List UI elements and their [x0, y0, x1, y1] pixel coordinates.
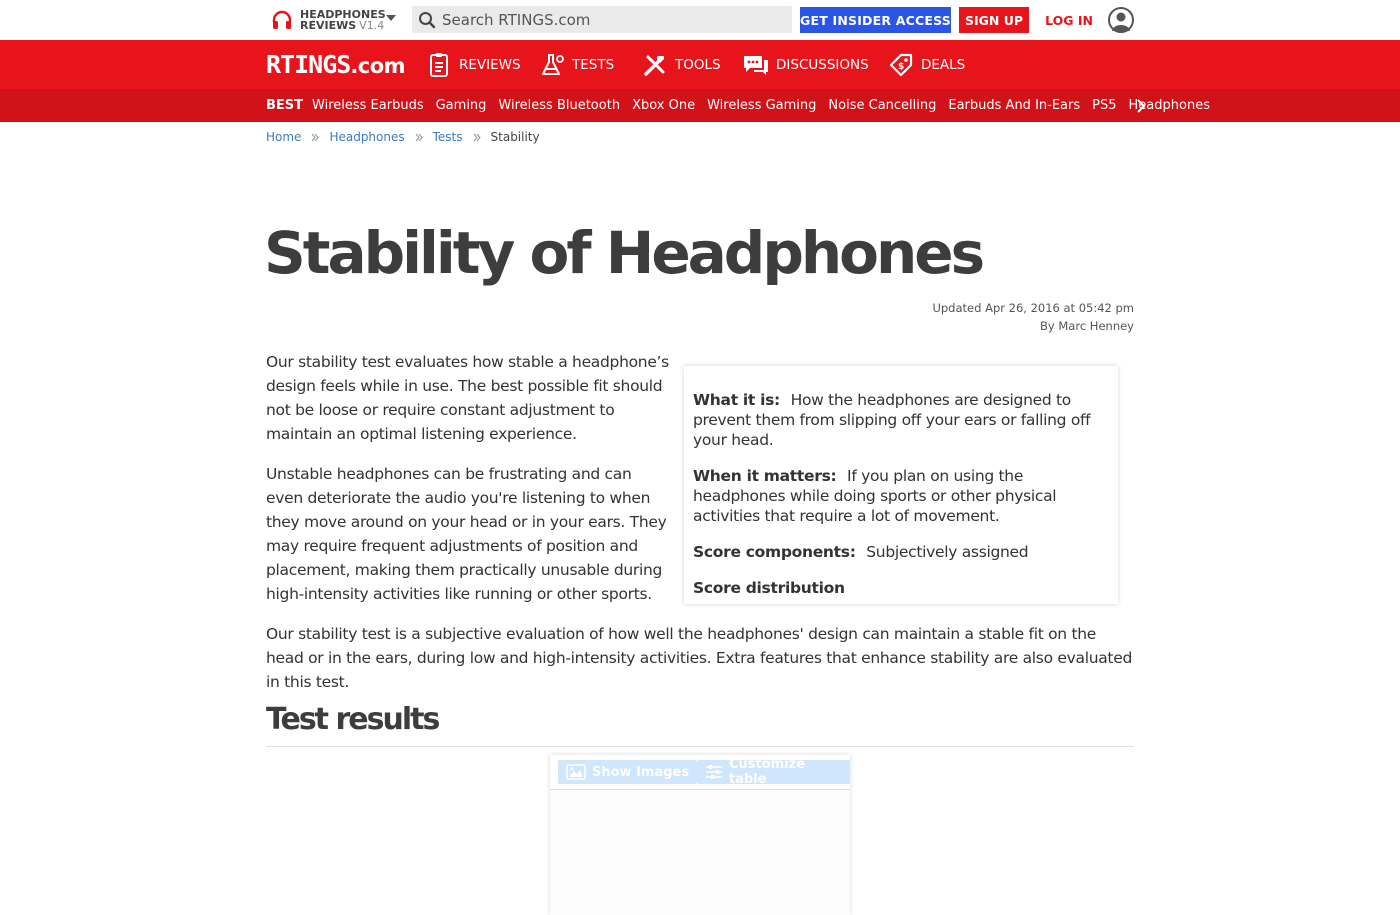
chevron-down-icon[interactable] — [386, 15, 396, 21]
product-name-line1: HEADPHONES — [300, 8, 386, 21]
product-selector[interactable] — [270, 6, 400, 34]
image-icon — [566, 764, 586, 780]
best-link-noise-cancelling[interactable]: Noise Cancelling — [828, 98, 937, 113]
get-insider-access-button[interactable]: GET INSIDER ACCESS — [800, 7, 951, 33]
nav-discussions-label: DISCUSSIONS — [776, 56, 869, 73]
test-description: Our stability test is a subjective evaluation of how well the headphones' design can maintain a stable fit on the head or in the ears, during low and high-intensity activities. Extra features that enhance stability are also evaluated in this test. — [266, 625, 1132, 691]
nav-tools[interactable] — [641, 40, 721, 89]
search-icon[interactable] — [412, 6, 442, 33]
sign-up-button[interactable]: SIGN UP — [959, 7, 1029, 33]
best-link-earbuds-in-ears[interactable]: Earbuds And In-Ears — [948, 98, 1081, 113]
double-chevron-icon — [415, 133, 423, 142]
author-byline[interactable]: By Marc Henney — [1040, 319, 1134, 333]
product-name — [300, 9, 386, 31]
show-images-label: Show Images — [592, 764, 690, 780]
sliders-icon — [705, 764, 723, 780]
best-link-headphones[interactable]: Headphones — [1128, 98, 1210, 113]
nav-tests-label: TESTS — [572, 56, 615, 73]
what-it-is-label: What it is: — [693, 391, 780, 409]
search-bar — [412, 6, 792, 33]
main-navigation — [0, 40, 1400, 89]
what-it-is — [693, 390, 1109, 450]
nav-discussions[interactable] — [742, 40, 869, 89]
intro-paragraph-2: Unstable headphones can be frustrating and can even deteriorate the audio you're listening to when they move around on your head or in your ears. They may require frequent adjustments of position and placement, making them practically unusable during high-intensity activities like running or other sports. — [266, 465, 667, 603]
best-bar — [0, 89, 1400, 122]
when-it-matters — [693, 466, 1109, 526]
test-info-box — [684, 366, 1118, 604]
best-link-gaming[interactable]: Gaming — [435, 98, 487, 113]
customize-table-button[interactable] — [697, 757, 850, 787]
tools-icon — [641, 51, 669, 79]
best-link-ps5[interactable]: PS5 — [1092, 98, 1117, 113]
score-components-text: Subjectively assigned — [866, 543, 1029, 561]
breadcrumb-current: Stability — [490, 130, 540, 144]
log-in-button[interactable]: LOG IN — [1045, 12, 1093, 28]
customize-table-label: Customize table — [729, 757, 806, 787]
logo-suffix: .com — [350, 54, 406, 78]
score-components-label: Score components: — [693, 543, 856, 561]
nav-reviews-label: REVIEWS — [459, 56, 521, 73]
best-link-wireless-bluetooth[interactable]: Wireless Bluetooth — [498, 98, 621, 113]
chevron-right-icon[interactable] — [1134, 89, 1148, 122]
best-link-wireless-earbuds[interactable]: Wireless Earbuds — [312, 98, 424, 113]
breadcrumb-tests[interactable]: Tests — [432, 130, 463, 144]
test-results-heading: Test results — [266, 702, 439, 737]
show-images-button[interactable] — [558, 760, 697, 784]
page-title: Stability of Headphones — [264, 219, 983, 287]
updated-date: Updated Apr 26, 2016 at 05:42 pm — [932, 301, 1134, 315]
svg-text:$: $ — [898, 61, 905, 72]
intro-paragraph-1: Our stability test evaluates how stable a headphone’s design feels while in use. The best possible fit should not be loose or require constant adjustment to maintain an optimal listening experience. — [266, 353, 669, 443]
rtings-logo[interactable] — [266, 50, 405, 80]
breadcrumb — [266, 129, 540, 145]
score-distribution — [693, 578, 1109, 598]
score-components — [693, 542, 1109, 562]
logo-text: RTINGS — [266, 50, 351, 79]
user-icon[interactable] — [1108, 7, 1134, 33]
nav-reviews[interactable] — [425, 40, 521, 89]
breadcrumb-headphones[interactable]: Headphones — [329, 130, 405, 144]
best-link-xbox-one[interactable]: Xbox One — [632, 98, 696, 113]
divider — [266, 746, 1134, 747]
when-it-matters-label: When it matters: — [693, 467, 837, 485]
price-tag-icon — [887, 51, 915, 79]
chat-icon — [742, 51, 770, 79]
clipboard-icon — [425, 51, 453, 79]
table-toolbar — [550, 755, 850, 790]
headphones-icon — [270, 8, 294, 32]
table-body — [550, 791, 850, 915]
when-it-matters-text: If you plan on using the headphones while doing sports or other physical activities that require a lot of movement. — [693, 467, 1057, 525]
score-distribution-label: Score distribution — [693, 579, 845, 597]
double-chevron-icon — [473, 133, 481, 142]
best-links — [266, 89, 1210, 122]
double-chevron-icon — [311, 133, 319, 142]
best-link-wireless-gaming[interactable]: Wireless Gaming — [707, 98, 817, 113]
nav-tests[interactable] — [538, 40, 614, 89]
product-version: V1.4 — [359, 19, 385, 32]
nav-deals-label: DEALS — [921, 56, 966, 73]
search-input[interactable] — [442, 6, 782, 33]
article-meta — [932, 299, 1134, 335]
flask-icon — [538, 51, 566, 79]
results-table — [550, 755, 850, 915]
nav-deals[interactable] — [887, 40, 965, 89]
product-name-line2: REVIEWS — [300, 19, 357, 32]
intro-text — [266, 350, 671, 622]
nav-tools-label: TOOLS — [675, 56, 721, 73]
what-it-is-text: How the headphones are designed to prevent them from slipping off your ears or falling off your head. — [693, 391, 1091, 449]
top-bar — [0, 0, 1400, 40]
breadcrumb-home[interactable]: Home — [266, 130, 302, 144]
best-label: BEST — [266, 98, 304, 113]
